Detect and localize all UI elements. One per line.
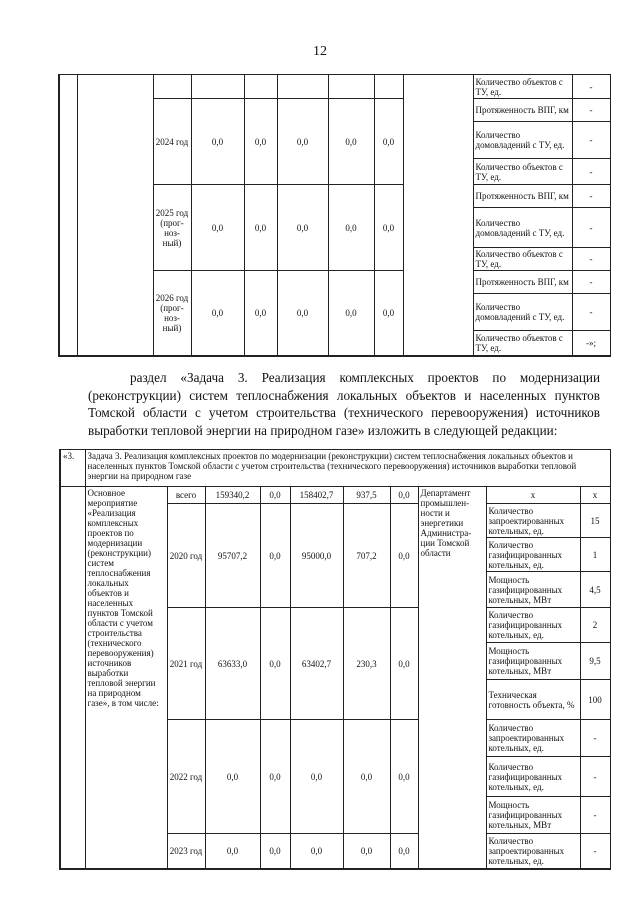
- indicator-value: 100: [580, 680, 610, 720]
- amount-cell: 0,0: [390, 504, 418, 608]
- amount-cell: 63633,0: [205, 608, 260, 720]
- indicator-value: -: [572, 122, 610, 159]
- indicator-name: Количество объектов с ТУ, ед.: [473, 248, 572, 271]
- indicator-name: Количество газифицированных котельных, ед.: [486, 538, 580, 572]
- amount-cell: [191, 75, 244, 99]
- indicator-name: Количество запроектированных котельных, ед.: [486, 720, 580, 757]
- year-cell: 2026 год (прог-ноз-ный): [153, 271, 191, 357]
- amount-cell: [374, 75, 403, 99]
- amendment-paragraph: раздел «Задача 3. Реализация комплексных проектов по модернизации (реконструкции) систем теплоснабжения локальных объектов и населенных пунктов Томской области с учетом строительства (технического перевооружения) источников выработки тепловой энергии на природном газе» изложить в следующей редакции:: [88, 370, 600, 438]
- amount-cell: 0,0: [390, 720, 418, 834]
- amount-cell: 0,0: [374, 185, 403, 271]
- indicator-name: Мощность газифицированных котельных, МВт: [486, 797, 580, 834]
- amount-cell: 0,0: [205, 720, 260, 834]
- amount-cell: 0,0: [390, 608, 418, 720]
- indicator-name: Количество объектов с ТУ, ед.: [473, 159, 572, 185]
- table-row: [59, 75, 610, 99]
- task-number: «3.: [60, 450, 85, 487]
- indicator-value: -: [572, 75, 610, 99]
- total-amount: 937,5: [343, 487, 390, 504]
- total-amount: 158402,7: [290, 487, 343, 504]
- indicator-name: х: [486, 487, 580, 504]
- activity-description: Основное мероприятие «Реализация комплексных проектов по модернизации (реконструкции) систем теплоснабжения локальных объектов и населенных пунктов Томской области с учетом строительства (технического перевооружения) источников выработки тепловой энергии на природном газе», в том числе:: [85, 487, 167, 870]
- amount-cell: 0,0: [328, 271, 374, 357]
- indicator-value: -: [572, 208, 610, 248]
- year-cell: 2023 год: [167, 834, 205, 870]
- indicator-value: -: [580, 797, 610, 834]
- amount-cell: 0,0: [244, 99, 277, 185]
- number-cell: [60, 487, 85, 870]
- indicator-value: -: [572, 159, 610, 185]
- amount-cell: 0,0: [260, 504, 290, 608]
- amount-cell: [328, 75, 374, 99]
- amount-cell: 95000,0: [290, 504, 343, 608]
- indicator-name: Количество объектов с ТУ, ед.: [473, 75, 572, 99]
- amount-cell: 0,0: [290, 834, 343, 870]
- department-cell: [403, 75, 473, 357]
- indicator-name: Количество домовладений с ТУ, ед.: [473, 294, 572, 331]
- year-cell: [153, 75, 191, 99]
- amount-cell: 63402,7: [290, 608, 343, 720]
- indicator-name: Количество объектов с ТУ, ед.: [473, 331, 572, 357]
- total-amount: 0,0: [260, 487, 290, 504]
- amount-cell: 707,2: [343, 504, 390, 608]
- total-row: [60, 487, 610, 504]
- amount-cell: 0,0: [191, 185, 244, 271]
- number-cell: [59, 75, 77, 357]
- amount-cell: [244, 75, 277, 99]
- indicator-name: Протяженность ВПГ, км: [473, 99, 572, 122]
- indicator-name: Техническая готовность объекта, %: [486, 680, 580, 720]
- amount-cell: 0,0: [277, 99, 328, 185]
- indicator-value: -: [580, 720, 610, 757]
- amount-cell: 0,0: [191, 271, 244, 357]
- task-header-row: [60, 450, 610, 487]
- amount-cell: 0,0: [277, 185, 328, 271]
- indicator-value: х: [580, 487, 610, 504]
- indicator-name: Мощность газифицированных котельных, МВт: [486, 572, 580, 608]
- indicator-value: 9,5: [580, 643, 610, 680]
- indicator-name: Количество запроектированных котельных, ед.: [486, 834, 580, 870]
- activity-cell: [77, 75, 153, 357]
- indicator-value: -: [572, 271, 610, 294]
- indicator-name: Протяженность ВПГ, км: [473, 185, 572, 208]
- indicator-name: Количество домовладений с ТУ, ед.: [473, 122, 572, 159]
- amount-cell: 0,0: [374, 271, 403, 357]
- total-label: всего: [167, 487, 205, 504]
- amount-cell: 0,0: [374, 99, 403, 185]
- table-continuation: [58, 74, 611, 357]
- task-title: Задача 3. Реализация комплексных проектов по модернизации (реконструкции) систем теплоснабжения локальных объектов и населенных пунктов Томской области с учетом строительства (технического перевооружения) источников выработки тепловой энергии на природном газе: [85, 450, 610, 487]
- indicator-value: -: [572, 99, 610, 122]
- amount-cell: 0,0: [328, 99, 374, 185]
- amount-cell: 0,0: [328, 185, 374, 271]
- indicator-value: -: [580, 834, 610, 870]
- indicator-value: 15: [580, 504, 610, 538]
- amount-cell: 0,0: [205, 834, 260, 870]
- indicator-name: Количество запроектированных котельных, ед.: [486, 504, 580, 538]
- amount-cell: 0,0: [343, 834, 390, 870]
- year-cell: 2021 год: [167, 608, 205, 720]
- page-number: 12: [313, 44, 327, 59]
- amount-cell: 0,0: [343, 720, 390, 834]
- indicator-value: 1: [580, 538, 610, 572]
- indicator-value: 4,5: [580, 572, 610, 608]
- indicator-value: -: [580, 757, 610, 797]
- indicator-name: Количество газифицированных котельных, ед.: [486, 757, 580, 797]
- amount-cell: 0,0: [290, 720, 343, 834]
- year-cell: 2024 год: [153, 99, 191, 185]
- indicator-value: -: [572, 248, 610, 271]
- amount-cell: 0,0: [277, 271, 328, 357]
- total-amount: 0,0: [390, 487, 418, 504]
- indicator-name: Мощность газифицированных котельных, МВт: [486, 643, 580, 680]
- amount-cell: 0,0: [390, 834, 418, 870]
- department-cell: Департамент промышлен-ности и энергетики Администра-ции Томской области: [418, 487, 486, 870]
- amount-cell: 230,3: [343, 608, 390, 720]
- year-cell: 2025 год (прог-ноз-ный): [153, 185, 191, 271]
- indicator-value: 2: [580, 608, 610, 643]
- indicator-name: Количество домовладений с ТУ, ед.: [473, 208, 572, 248]
- indicator-value: -: [572, 185, 610, 208]
- amount-cell: 0,0: [260, 720, 290, 834]
- year-cell: 2020 год: [167, 504, 205, 608]
- amount-cell: 0,0: [260, 608, 290, 720]
- amount-cell: [277, 75, 328, 99]
- amount-cell: 0,0: [191, 99, 244, 185]
- indicator-name: Количество газифицированных котельных, ед.: [486, 608, 580, 643]
- task-3-table: [59, 449, 611, 870]
- indicator-name: Протяженность ВПГ, км: [473, 271, 572, 294]
- amount-cell: 0,0: [244, 185, 277, 271]
- indicator-value: -»;: [572, 331, 610, 357]
- year-cell: 2022 год: [167, 720, 205, 834]
- amount-cell: 0,0: [260, 834, 290, 870]
- amount-cell: 95707,2: [205, 504, 260, 608]
- total-amount: 159340,2: [205, 487, 260, 504]
- amount-cell: 0,0: [244, 271, 277, 357]
- indicator-value: -: [572, 294, 610, 331]
